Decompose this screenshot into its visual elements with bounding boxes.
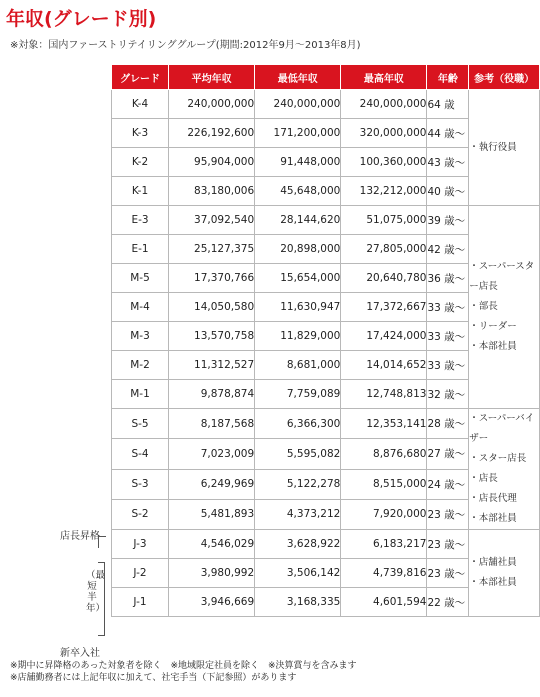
grade-cell: J-1 bbox=[112, 588, 169, 617]
grade-cell: S-4 bbox=[112, 439, 169, 469]
grade-cell: K-4 bbox=[112, 90, 169, 119]
max-cell: 7,920,000 bbox=[341, 499, 427, 529]
grade-cell: S-3 bbox=[112, 469, 169, 499]
header-role: 参考（役職） bbox=[469, 65, 540, 90]
grade-cell: M-5 bbox=[112, 264, 169, 293]
header-max: 最高年収 bbox=[341, 65, 427, 90]
average-cell: 17,370,766 bbox=[169, 264, 255, 293]
min-cell: 4,373,212 bbox=[255, 499, 341, 529]
average-cell: 6,249,969 bbox=[169, 469, 255, 499]
max-cell: 27,805,000 bbox=[341, 235, 427, 264]
table-row bbox=[112, 90, 540, 119]
max-cell: 14,014,652 bbox=[341, 351, 427, 380]
min-cell: 3,168,335 bbox=[255, 588, 341, 617]
min-cell: 45,648,000 bbox=[255, 177, 341, 206]
header-age: 年齢 bbox=[427, 65, 469, 90]
header-grade: グレード bbox=[112, 65, 169, 90]
grade-cell: E-3 bbox=[112, 206, 169, 235]
role-item: ・店舗社員 bbox=[469, 557, 517, 568]
age-cell: 36 歳～ bbox=[427, 264, 469, 293]
average-cell: 3,980,992 bbox=[169, 559, 255, 588]
age-cell: 23 歳～ bbox=[427, 499, 469, 529]
role-item: ・店長 bbox=[469, 473, 498, 484]
page-title: 年収(グレード別) bbox=[6, 8, 157, 30]
age-cell: 24 歳～ bbox=[427, 469, 469, 499]
new-hire-label: 新卒入社 bbox=[60, 648, 100, 659]
average-cell: 37,092,540 bbox=[169, 206, 255, 235]
average-cell: 9,878,874 bbox=[169, 380, 255, 409]
age-cell: 64 歳 bbox=[427, 90, 469, 119]
age-cell: 40 歳～ bbox=[427, 177, 469, 206]
average-cell: 8,187,568 bbox=[169, 409, 255, 439]
max-cell: 17,424,000 bbox=[341, 322, 427, 351]
min-cell: 91,448,000 bbox=[255, 148, 341, 177]
min-cell: 7,759,089 bbox=[255, 380, 341, 409]
page-subtitle: ※対象：国内ファーストリテイリンググループ(期間:2012年9月～2013年8月) bbox=[10, 40, 361, 51]
role-item: ・リーダー bbox=[469, 321, 517, 332]
average-cell: 11,312,527 bbox=[169, 351, 255, 380]
age-cell: 23 歳～ bbox=[427, 530, 469, 559]
salary-table bbox=[111, 64, 540, 617]
average-cell: 4,546,029 bbox=[169, 530, 255, 559]
table-row bbox=[112, 409, 540, 439]
average-cell: 95,904,000 bbox=[169, 148, 255, 177]
role-item: ・店長代理 bbox=[469, 493, 517, 504]
average-cell: 14,050,580 bbox=[169, 293, 255, 322]
average-cell: 3,946,669 bbox=[169, 588, 255, 617]
table-row bbox=[112, 530, 540, 559]
grade-cell: S-5 bbox=[112, 409, 169, 439]
min-cell: 6,366,300 bbox=[255, 409, 341, 439]
promotion-bracket bbox=[98, 536, 106, 537]
footnotes bbox=[10, 660, 357, 684]
age-cell: 42 歳～ bbox=[427, 235, 469, 264]
max-cell: 20,640,780 bbox=[341, 264, 427, 293]
max-cell: 12,353,141 bbox=[341, 409, 427, 439]
role-item: ・部長 bbox=[469, 301, 498, 312]
max-cell: 51,075,000 bbox=[341, 206, 427, 235]
max-cell: 6,183,217 bbox=[341, 530, 427, 559]
grade-cell: K-3 bbox=[112, 119, 169, 148]
min-cell: 28,144,620 bbox=[255, 206, 341, 235]
min-cell: 11,630,947 bbox=[255, 293, 341, 322]
min-cell: 240,000,000 bbox=[255, 90, 341, 119]
average-cell: 240,000,000 bbox=[169, 90, 255, 119]
grade-cell: J-3 bbox=[112, 530, 169, 559]
table-row bbox=[112, 206, 540, 235]
min-cell: 11,829,000 bbox=[255, 322, 341, 351]
shortest-label: （最短半年） bbox=[86, 570, 106, 614]
role-item: ・本部社員 bbox=[469, 513, 517, 524]
age-cell: 28 歳～ bbox=[427, 409, 469, 439]
grade-cell: M-3 bbox=[112, 322, 169, 351]
grade-cell: M-4 bbox=[112, 293, 169, 322]
role-item: ・スーパーバイザー bbox=[469, 413, 535, 444]
average-cell: 13,570,758 bbox=[169, 322, 255, 351]
grade-cell: M-1 bbox=[112, 380, 169, 409]
min-cell: 3,628,922 bbox=[255, 530, 341, 559]
min-cell: 5,595,082 bbox=[255, 439, 341, 469]
average-cell: 83,180,006 bbox=[169, 177, 255, 206]
new-hire-bracket bbox=[98, 562, 105, 636]
role-cell bbox=[469, 90, 540, 206]
promotion-label: 店長昇格 bbox=[60, 531, 100, 542]
max-cell: 12,748,813 bbox=[341, 380, 427, 409]
role-cell bbox=[469, 409, 540, 530]
min-cell: 3,506,142 bbox=[255, 559, 341, 588]
max-cell: 4,601,594 bbox=[341, 588, 427, 617]
max-cell: 320,000,000 bbox=[341, 119, 427, 148]
age-cell: 39 歳～ bbox=[427, 206, 469, 235]
role-item: ・執行役員 bbox=[469, 141, 517, 153]
max-cell: 4,739,816 bbox=[341, 559, 427, 588]
role-cell bbox=[469, 530, 540, 617]
header-min: 最低年収 bbox=[255, 65, 341, 90]
max-cell: 132,212,000 bbox=[341, 177, 427, 206]
min-cell: 20,898,000 bbox=[255, 235, 341, 264]
average-cell: 25,127,375 bbox=[169, 235, 255, 264]
role-item: ・スター店長 bbox=[469, 453, 527, 464]
max-cell: 8,876,680 bbox=[341, 439, 427, 469]
min-cell: 8,681,000 bbox=[255, 351, 341, 380]
footnote-1: ※期中に昇降格のあった対象者を除く ※地域限定社員を除く ※決算賞与を含みます bbox=[10, 661, 357, 671]
grade-cell: S-2 bbox=[112, 499, 169, 529]
age-cell: 33 歳～ bbox=[427, 293, 469, 322]
table-header-row bbox=[112, 65, 540, 90]
role-item: ・本部社員 bbox=[469, 341, 517, 352]
role-cell bbox=[469, 206, 540, 409]
min-cell: 171,200,000 bbox=[255, 119, 341, 148]
age-cell: 44 歳～ bbox=[427, 119, 469, 148]
age-cell: 27 歳～ bbox=[427, 439, 469, 469]
age-cell: 22 歳～ bbox=[427, 588, 469, 617]
max-cell: 8,515,000 bbox=[341, 469, 427, 499]
age-cell: 33 歳～ bbox=[427, 322, 469, 351]
max-cell: 17,372,667 bbox=[341, 293, 427, 322]
role-item: ・本部社員 bbox=[469, 577, 517, 588]
min-cell: 15,654,000 bbox=[255, 264, 341, 293]
max-cell: 100,360,000 bbox=[341, 148, 427, 177]
age-cell: 23 歳～ bbox=[427, 559, 469, 588]
average-cell: 5,481,893 bbox=[169, 499, 255, 529]
max-cell: 240,000,000 bbox=[341, 90, 427, 119]
grade-cell: K-2 bbox=[112, 148, 169, 177]
promotion-bracket-stem bbox=[98, 537, 99, 548]
average-cell: 226,192,600 bbox=[169, 119, 255, 148]
age-cell: 43 歳～ bbox=[427, 148, 469, 177]
grade-cell: E-1 bbox=[112, 235, 169, 264]
header-average: 平均年収 bbox=[169, 65, 255, 90]
footnote-2: ※店舗勤務者には上記年収に加えて、社宅手当（下記参照）があります bbox=[10, 673, 297, 683]
role-item: ・スーパースター店長 bbox=[469, 261, 535, 292]
grade-cell: J-2 bbox=[112, 559, 169, 588]
age-cell: 32 歳～ bbox=[427, 380, 469, 409]
grade-cell: M-2 bbox=[112, 351, 169, 380]
average-cell: 7,023,009 bbox=[169, 439, 255, 469]
age-cell: 33 歳～ bbox=[427, 351, 469, 380]
grade-cell: K-1 bbox=[112, 177, 169, 206]
min-cell: 5,122,278 bbox=[255, 469, 341, 499]
